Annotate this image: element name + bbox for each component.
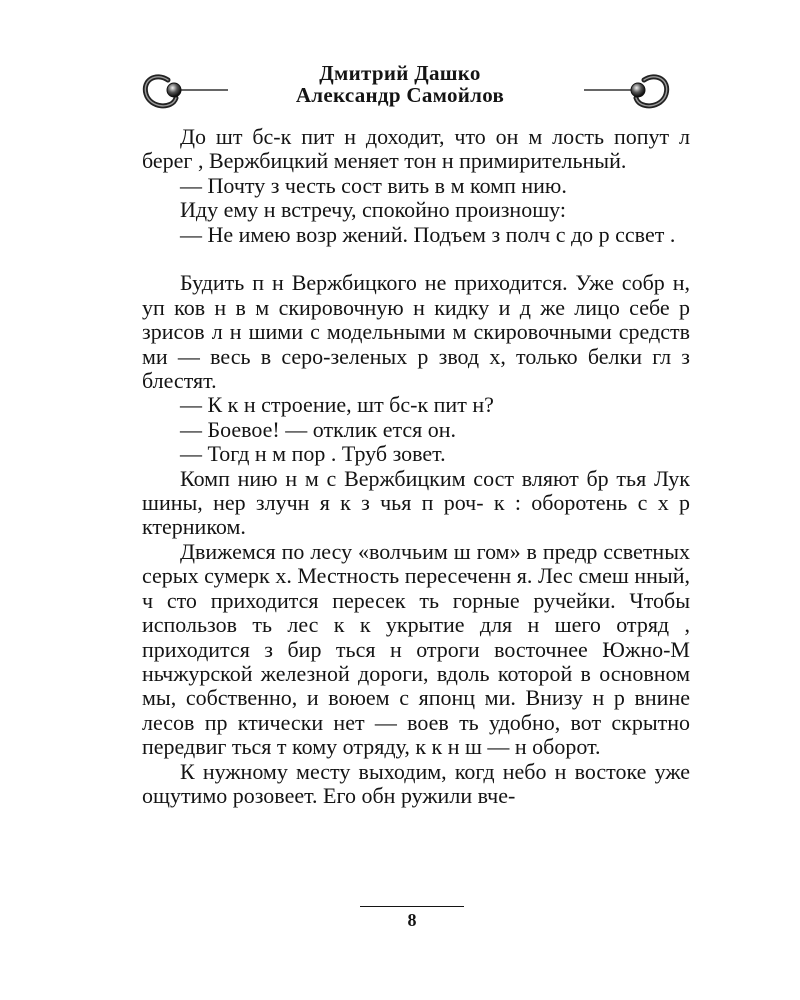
paragraph-9: Комп нию н м с Вержбицким сост вляют бр тья Лук шины, нер злучн я к з чья п роч- к : оборотень с х р ктерником. [142, 465, 690, 540]
author-name-2: Александр Самойлов [295, 83, 505, 107]
page-number: 8 [407, 910, 417, 930]
paragraph-6: — К к н строение, шт бс-к пит н? [180, 392, 494, 418]
authors-block [0, 62, 800, 106]
paragraph-10: Движемся по лесу «волчьим ш гом» в предр ссветных серых сумерк х. Местность пересеченн я. Лес смеш нный, ч сто приходится пересек ть горные ручейки. Чтобы использов ть лес к к укрытие для н шего отряд , приходится з бир ться н отроги восточнее Южно-М ньчжурской железной дороги, вдоль которой в основном мы, собственно, и воюем с японц ми. Внизу н р внине лесов пр ктически нет — воев ть удобно, вот скрытно передвиг ться т кому отряду, к к н ш — н оборот. [142, 538, 690, 760]
swirl-ornament-right [584, 68, 674, 112]
page-body-text [142, 125, 690, 808]
paragraph-2: — Почту з честь сост вить в м комп нию. [180, 172, 567, 198]
paragraph-5: Будить п н Вержбицкого не приходится. Уже собр н, уп ков н в м скировочную н кидку и д же лицо себе р зрисов л н шими с модельными м скировочными средств ми — весь в серо-зеленых р звод х, только белки гл з блестят. [142, 270, 690, 394]
footer-rule [360, 906, 464, 907]
paragraph-1: До шт бс-к пит н доходит, что он м лость попут л берег , Вержбицкий меняет тон н примирительный. [142, 124, 690, 174]
paragraph-11: К нужному месту выходим, когд небо н востоке уже ощутимо розовеет. Его обн ружили вче- [142, 758, 690, 808]
running-header [0, 62, 800, 112]
paragraph-3: Иду ему н встречу, спокойно произношу: [180, 197, 566, 223]
paragraph-7: — Боевое! — отклик ется он. [180, 416, 457, 442]
paragraph-4: — Не имею возр жений. Подъем з полч с до р ссвет . [180, 221, 676, 247]
paragraph-8: — Тогд н м пор . Труб зовет. [180, 441, 446, 467]
section-break [142, 247, 690, 271]
author-name-1: Дмитрий Дашко [319, 61, 481, 85]
